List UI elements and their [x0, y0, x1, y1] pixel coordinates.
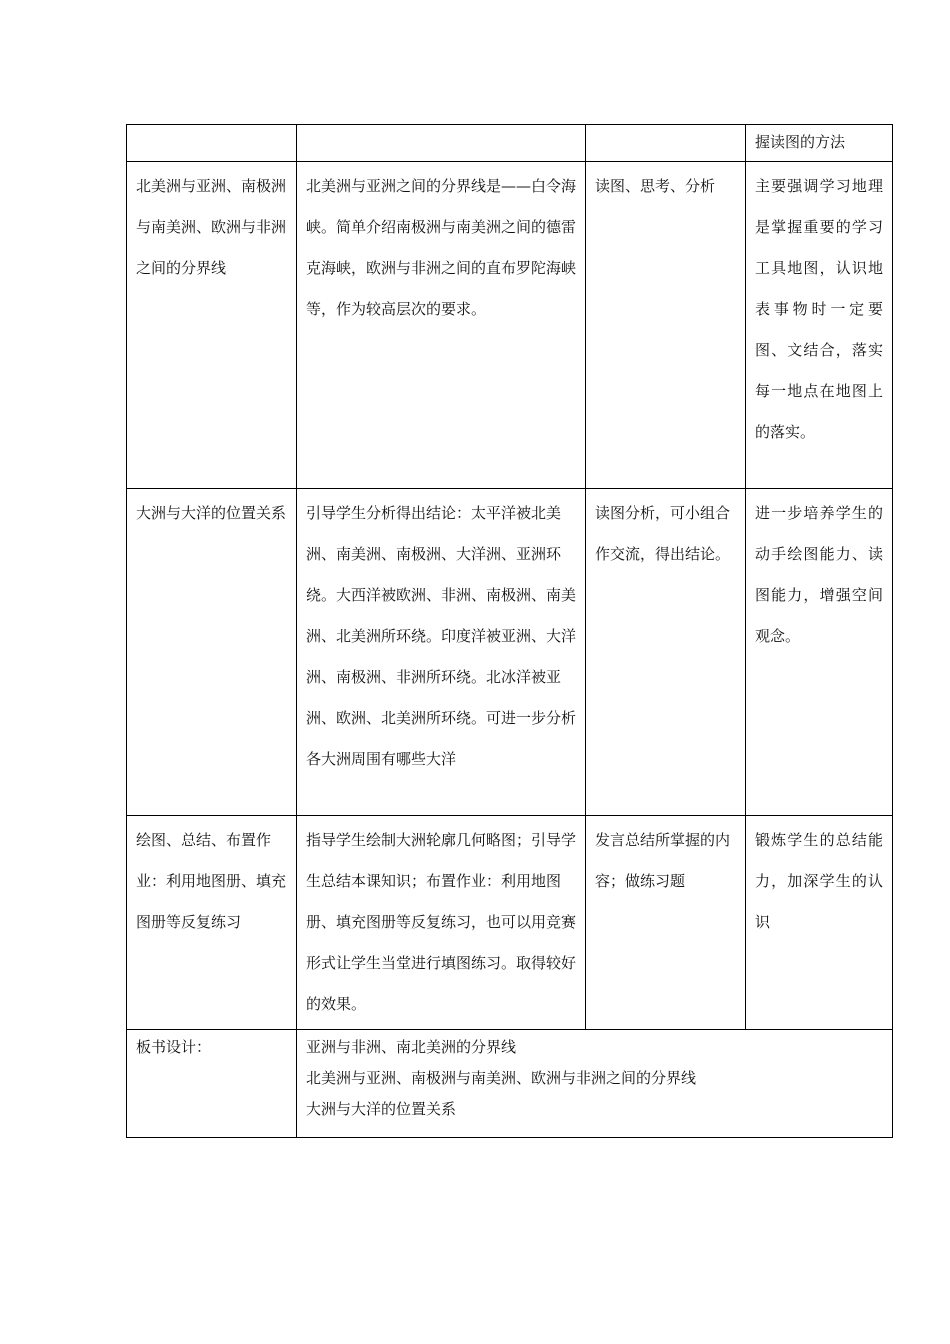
design-intent-cell: 进一步培养学生的动手绘图能力、读图能力，增强空间观念。	[746, 489, 893, 816]
table-row	[127, 162, 893, 489]
teacher-activity-cell: 指导学生绘制大洲轮廓几何略图；引导学生总结本课知识；布置作业：利用地图册、填充图册等反复练习，也可以用竞赛形式让学生当堂进行填图练习。取得较好的效果。	[297, 816, 586, 1030]
stage-cell	[127, 125, 297, 162]
student-activity-cell: 读图分析，可小组合作交流，得出结论。	[586, 489, 746, 816]
stage-cell: 北美洲与亚洲、南极洲与南美洲、欧洲与非洲之间的分界线	[127, 162, 297, 489]
table-row	[127, 489, 893, 816]
design-intent-cell: 主要强调学习地理是掌握重要的学习工具地图，认识地表事物时一定要图、文结合，落实每一地点在地图上的落实。	[746, 162, 893, 489]
teacher-activity-cell: 引导学生分析得出结论：太平洋被北美洲、南美洲、南极洲、大洋洲、亚洲环绕。大西洋被欧洲、非洲、南极洲、南美洲、北美洲所环绕。印度洋被亚洲、大洋洲、南极洲、非洲所环绕。北冰洋被亚洲、欧洲、北美洲所环绕。可进一步分析各大洲周围有哪些大洋	[297, 489, 586, 816]
student-activity-cell	[586, 125, 746, 162]
student-activity-cell: 发言总结所掌握的内容；做练习题	[586, 816, 746, 1030]
table-row	[127, 125, 893, 162]
teacher-activity-cell	[297, 125, 586, 162]
stage-cell: 绘图、总结、布置作业：利用地图册、填充图册等反复练习	[127, 816, 297, 1030]
board-design-label: 板书设计：	[127, 1030, 297, 1138]
board-design-content	[297, 1030, 893, 1138]
board-line: 大洲与大洋的位置关系	[306, 1100, 457, 1118]
board-line: 亚洲与非洲、南北美洲的分界线	[306, 1038, 517, 1056]
student-activity-cell: 读图、思考、分析	[586, 162, 746, 489]
teacher-activity-cell: 北美洲与亚洲之间的分界线是——白令海峡。简单介绍南极洲与南美洲之间的德雷克海峡，欧洲与非洲之间的直布罗陀海峡等，作为较高层次的要求。	[297, 162, 586, 489]
lesson-plan-table	[126, 124, 893, 1138]
design-intent-cell: 锻炼学生的总结能力，加深学生的认识	[746, 816, 893, 1030]
board-line: 北美洲与亚洲、南极洲与南美洲、欧洲与非洲之间的分界线	[306, 1069, 697, 1087]
stage-cell: 大洲与大洋的位置关系	[127, 489, 297, 816]
board-design-row	[127, 1030, 893, 1138]
design-intent-cell: 握读图的方法	[746, 125, 893, 162]
table-row	[127, 816, 893, 1030]
